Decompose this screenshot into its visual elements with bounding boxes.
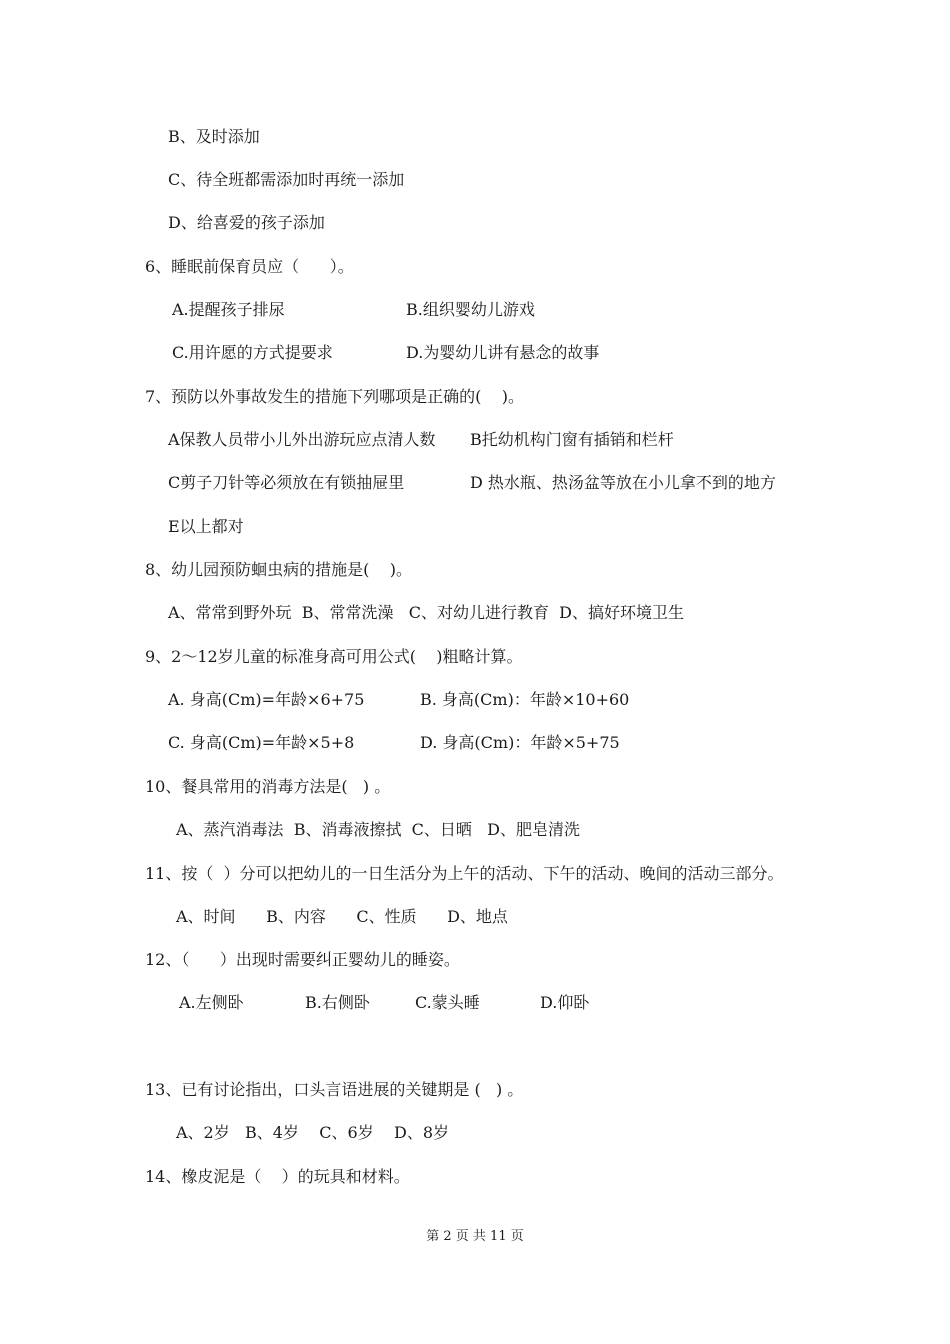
q7-option-e: E以上都对 bbox=[168, 517, 244, 536]
q9-option-d: D. 身高(Cm)：年龄×5+75 bbox=[420, 733, 620, 752]
q9-option-a: A. 身高(Cm)=年龄×6+75 bbox=[168, 690, 365, 709]
q7-option-b: B托幼机构门窗有插销和栏杆 bbox=[470, 430, 674, 449]
q9-question: 9、2～12岁儿童的标准身高可用公式( )粗略计算。 bbox=[145, 647, 523, 666]
q10-question: 10、餐具常用的消毒方法是( ) 。 bbox=[145, 777, 391, 796]
q5-option-d: D、给喜爱的孩子添加 bbox=[168, 213, 325, 232]
q6-option-a: A.提醒孩子排尿 bbox=[172, 300, 285, 319]
q7-option-a: A保教人员带小儿外出游玩应点清人数 bbox=[168, 430, 436, 449]
q7-question: 7、预防以外事故发生的措施下列哪项是正确的( )。 bbox=[145, 387, 525, 406]
q6-option-b: B.组织婴幼儿游戏 bbox=[406, 300, 535, 319]
q9-option-c: C. 身高(Cm)=年龄×5+8 bbox=[168, 733, 355, 752]
q5-option-b: B、及时添加 bbox=[168, 127, 260, 146]
q11-question: 11、按（ ）分可以把幼儿的一日生活分为上午的活动、下午的活动、晚间的活动三部分。 bbox=[145, 864, 784, 883]
q12-question: 12、（ ）出现时需要纠正婴幼儿的睡姿。 bbox=[145, 950, 460, 969]
q12-option-d: D.仰卧 bbox=[540, 993, 590, 1012]
page-number-footer: 第 2 页 共 11 页 bbox=[426, 1229, 524, 1244]
q5-option-c: C、待全班都需添加时再统一添加 bbox=[168, 170, 405, 189]
q11-options: A、时间 B、内容 C、性质 D、地点 bbox=[176, 907, 508, 926]
q7-option-c: C剪子刀针等必须放在有锁抽屉里 bbox=[168, 473, 405, 492]
q6-option-d: D.为婴幼儿讲有悬念的故事 bbox=[406, 343, 600, 362]
q10-options: A、蒸汽消毒法 B、消毒液擦拭 C、日晒 D、肥皂清洗 bbox=[176, 820, 580, 839]
q13-options: A、2岁 B、4岁 C、6岁 D、8岁 bbox=[176, 1123, 450, 1142]
q6-option-c: C.用许愿的方式提要求 bbox=[172, 343, 333, 362]
q8-question: 8、幼儿园预防蛔虫病的措施是( )。 bbox=[145, 560, 413, 579]
q14-question: 14、橡皮泥是（ ）的玩具和材料。 bbox=[145, 1167, 410, 1186]
q12-option-a: A.左侧卧 bbox=[179, 993, 244, 1012]
q9-option-b: B. 身高(Cm)：年龄×10+60 bbox=[420, 690, 630, 709]
q6-question: 6、睡眠前保育员应（ ）。 bbox=[145, 257, 354, 276]
q7-option-d: D 热水瓶、热汤盆等放在小儿拿不到的地方 bbox=[470, 473, 776, 492]
q13-question: 13、已有讨论指出，口头言语进展的关键期是 ( ) 。 bbox=[145, 1080, 524, 1099]
q8-options: A、常常到野外玩 B、常常洗澡 C、对幼儿进行教育 D、搞好环境卫生 bbox=[168, 603, 684, 622]
q12-option-c: C.蒙头睡 bbox=[415, 993, 480, 1012]
q12-option-b: B.右侧卧 bbox=[305, 993, 370, 1012]
